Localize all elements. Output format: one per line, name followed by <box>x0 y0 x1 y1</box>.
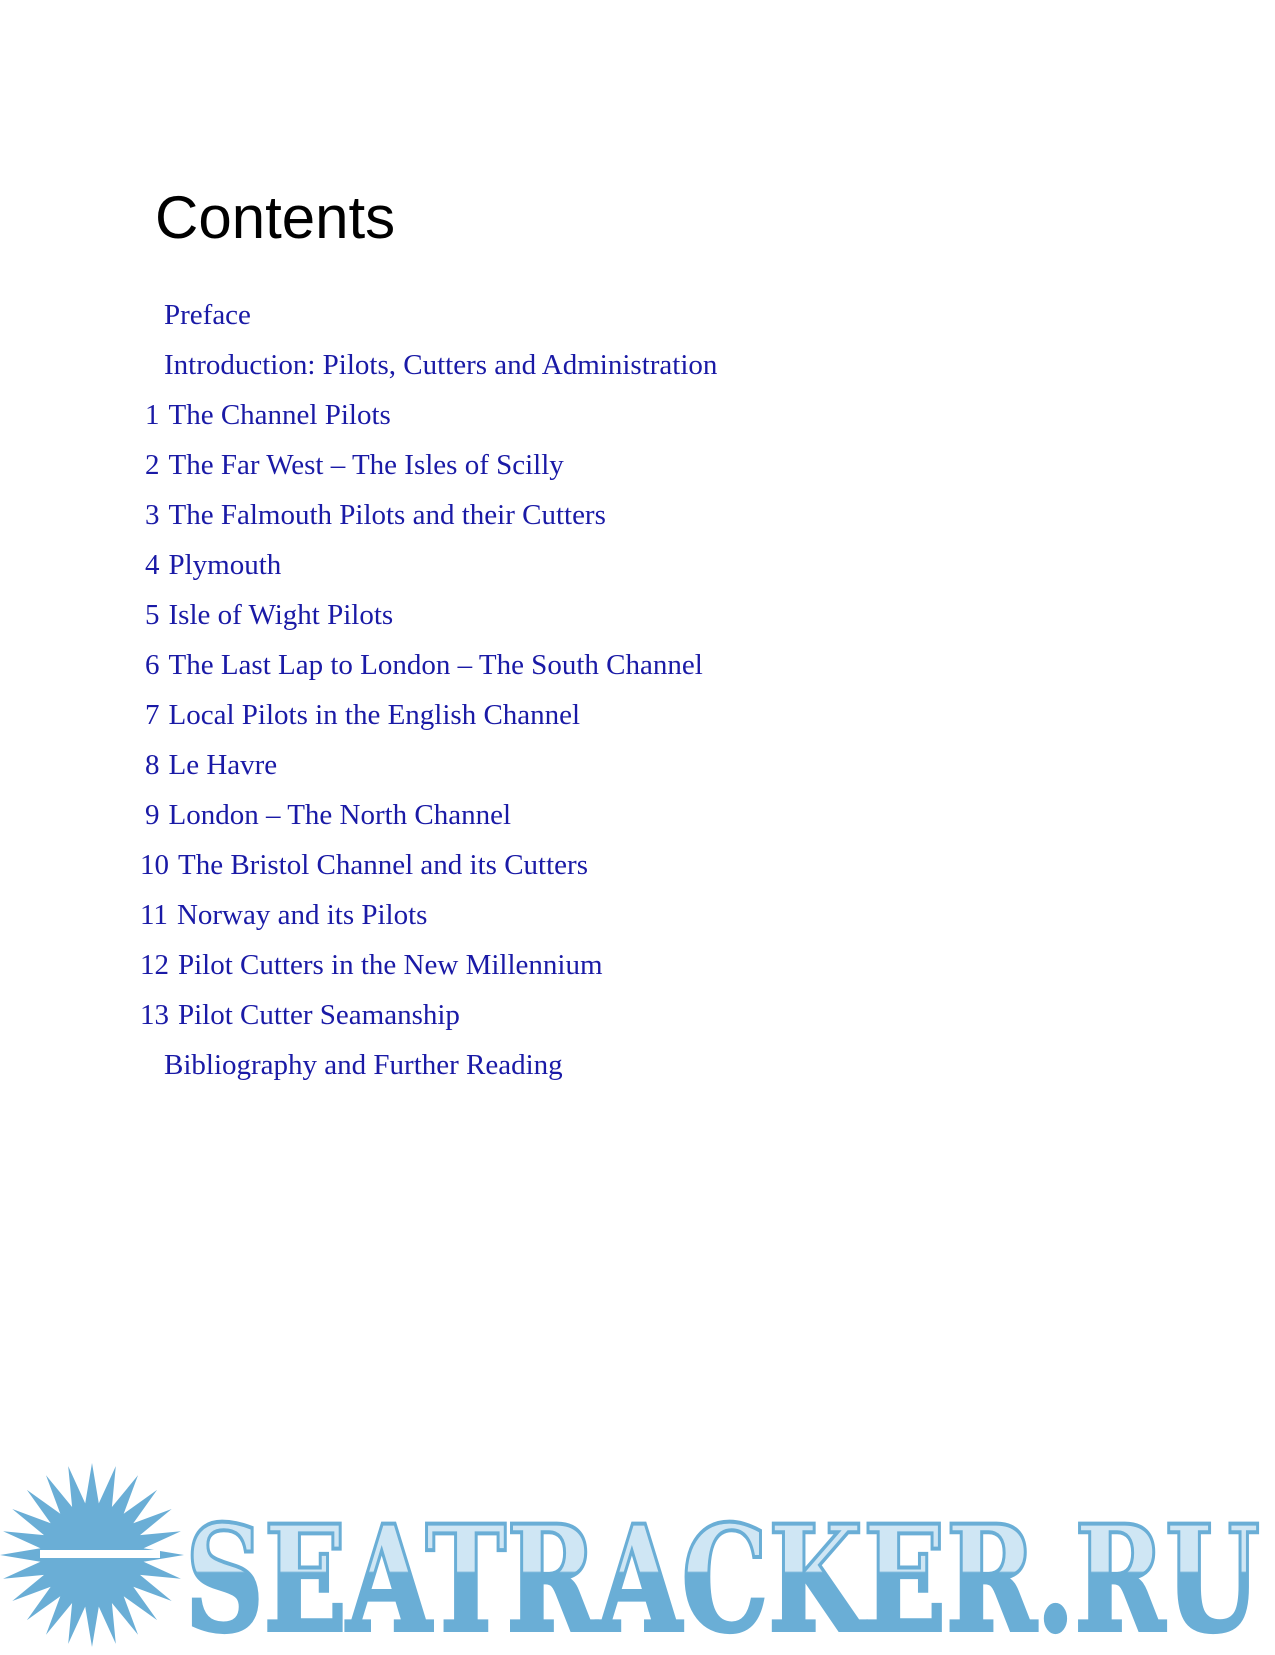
toc-entry-title: London – The North Channel <box>168 799 512 831</box>
toc-link-chapter-8[interactable] <box>145 749 277 781</box>
toc-link-chapter-13[interactable] <box>140 999 460 1031</box>
toc-chapter-number: 2 <box>145 449 160 481</box>
toc-entry-chapter-9 <box>145 790 1045 840</box>
toc-link-chapter-5[interactable] <box>145 599 393 631</box>
toc-entry-title: Pilot Cutters in the New Millennium <box>178 949 603 981</box>
toc-entry-title: Bibliography and Further Reading <box>164 1049 563 1081</box>
toc-entry-title: The Channel Pilots <box>168 399 391 431</box>
toc-chapter-number: 1 <box>145 399 160 431</box>
toc-entry-chapter-6 <box>145 640 1045 690</box>
toc-entry-title: The Falmouth Pilots and their Cutters <box>168 499 606 531</box>
toc-entry-chapter-13 <box>140 990 1045 1040</box>
toc-chapter-number: 7 <box>145 699 160 731</box>
toc-entry-title: Norway and its Pilots <box>176 899 428 931</box>
toc-link-chapter-7[interactable] <box>145 699 580 731</box>
toc-chapter-number: 3 <box>145 499 160 531</box>
toc-chapter-number: 10 <box>140 849 169 881</box>
watermark <box>0 1455 1275 1650</box>
toc-entry-title: The Bristol Channel and its Cutters <box>178 849 588 881</box>
toc-entry-title: Preface <box>164 299 251 331</box>
toc-chapter-number: 8 <box>145 749 160 781</box>
toc-link-chapter-11[interactable] <box>140 899 427 931</box>
watermark-graphic <box>0 1455 1275 1650</box>
toc-entry-title: Le Havre <box>168 749 278 781</box>
toc-entry-chapter-3 <box>145 490 1045 540</box>
toc-link-chapter-2[interactable] <box>145 449 564 481</box>
toc-chapter-number: 4 <box>145 549 160 581</box>
toc-chapter-number: 9 <box>145 799 160 831</box>
toc-entry-title: Plymouth <box>168 549 282 581</box>
toc-entry-title: The Far West – The Isles of Scilly <box>168 449 564 481</box>
toc-entry-chapter-12 <box>140 940 1045 990</box>
toc-entry-preface <box>145 290 1045 340</box>
toc-chapter-number: 5 <box>145 599 160 631</box>
toc-entry-title: Isle of Wight Pilots <box>168 599 394 631</box>
toc-link-preface[interactable] <box>145 299 251 331</box>
toc-link-chapter-1[interactable] <box>145 399 391 431</box>
toc-entry-chapter-11 <box>140 890 1045 940</box>
sun-burst-icon <box>0 1463 184 1647</box>
toc-entry-bibliography <box>145 1040 1045 1090</box>
toc-chapter-number: 11 <box>140 899 168 931</box>
toc-entry-title: Pilot Cutter Seamanship <box>178 999 460 1031</box>
toc-entry-chapter-2 <box>145 440 1045 490</box>
toc-link-introduction[interactable] <box>145 349 717 381</box>
toc-entry-chapter-7 <box>145 690 1045 740</box>
toc-link-chapter-10[interactable] <box>140 849 588 881</box>
toc-link-chapter-3[interactable] <box>145 499 606 531</box>
toc-entry-title: Local Pilots in the English Channel <box>168 699 581 731</box>
toc-link-chapter-6[interactable] <box>145 649 703 681</box>
toc-chapter-number: 13 <box>140 999 169 1031</box>
page-title: Contents <box>155 184 396 251</box>
table-of-contents <box>140 290 1045 1090</box>
toc-entry-chapter-1 <box>145 390 1045 440</box>
toc-entry-title: The Last Lap to London – The South Channel <box>168 649 703 681</box>
toc-entry-chapter-10 <box>140 840 1045 890</box>
toc-chapter-number: 6 <box>145 649 160 681</box>
toc-chapter-number: 12 <box>140 949 169 981</box>
watermark-text: SEATRACKER.RU <box>185 1494 1260 1650</box>
toc-entry-chapter-5 <box>145 590 1045 640</box>
toc-link-chapter-12[interactable] <box>140 949 603 981</box>
toc-link-chapter-4[interactable] <box>145 549 281 581</box>
toc-link-bibliography[interactable] <box>145 1049 563 1081</box>
toc-entry-introduction <box>145 340 1045 390</box>
toc-entry-chapter-8 <box>145 740 1045 790</box>
toc-entry-title: Introduction: Pilots, Cutters and Administration <box>164 349 718 381</box>
toc-entry-chapter-4 <box>145 540 1045 590</box>
toc-link-chapter-9[interactable] <box>145 799 511 831</box>
